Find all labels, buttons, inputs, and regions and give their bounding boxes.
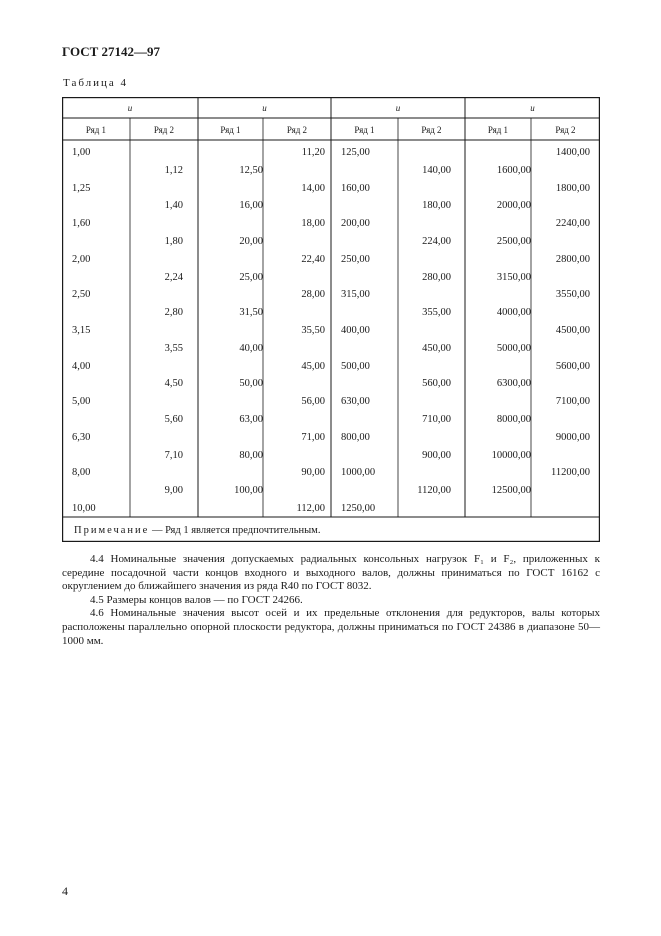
- table-cell: 80,00: [239, 449, 263, 461]
- note-label: Примечание: [74, 525, 150, 536]
- table-cell: 710,00: [422, 414, 451, 425]
- table-cell: 2,80: [164, 307, 183, 319]
- table-cell: 3,55: [164, 342, 183, 354]
- table-cell: 6,30: [72, 431, 91, 443]
- table-cell: 11200,00: [551, 467, 590, 479]
- page-number: 4: [62, 884, 68, 898]
- column-header: Ряд 2: [555, 125, 576, 135]
- table-cell: 224,00: [422, 236, 451, 247]
- table-cell: 2,50: [72, 289, 91, 301]
- table-cell: 45,00: [301, 360, 325, 372]
- table-cell: 1000,00: [341, 467, 376, 479]
- table-cell: 315,00: [341, 289, 370, 301]
- table-cell: 63,00: [239, 414, 263, 425]
- table-cell: 10000,00: [491, 449, 531, 461]
- paragraph-4-4: 4.4 Номинальные значения допускаемых радиальных консольных нагрузок F₁ и F₂, приложенных к середине посадочной части концов входного и выходного валов, должны приниматься по ГОСТ 16162 с округлением до ближайшего значения из ряда R40 по ГОСТ 8032.: [62, 553, 600, 593]
- table-cell: 28,00: [301, 289, 325, 301]
- group-header: u: [262, 103, 267, 113]
- table-cell: 10,00: [72, 503, 96, 514]
- table-cell: 140,00: [422, 164, 451, 176]
- table-cell: 4500,00: [555, 325, 590, 336]
- table-cell: 5600,00: [555, 360, 590, 372]
- column-header: Ряд 2: [153, 125, 175, 135]
- table-cell: 5000,00: [496, 342, 531, 354]
- table-cell: 1,25: [72, 182, 91, 194]
- group-header: u: [127, 103, 133, 113]
- table-cell: 3550,00: [555, 289, 590, 301]
- table-cell: 4,00: [72, 360, 91, 372]
- table-cell: 4,50: [164, 378, 183, 390]
- table-cell: 7,10: [164, 449, 183, 461]
- table-cell: 1400,00: [555, 147, 590, 158]
- table-note: [74, 525, 320, 536]
- table-cell: 12500,00: [491, 485, 531, 497]
- table-caption: Таблица 4: [63, 77, 129, 89]
- table-cell: 280,00: [422, 271, 451, 283]
- table-cell: 200,00: [341, 218, 370, 230]
- table-cell: 355,00: [422, 307, 451, 319]
- column-header: Ряд 2: [421, 125, 442, 135]
- table-cell: 160,00: [341, 182, 370, 194]
- table-cell: 1800,00: [555, 182, 590, 194]
- group-header: u: [395, 103, 401, 113]
- table-cell: 500,00: [341, 360, 370, 372]
- table-cell: 9000,00: [555, 431, 590, 443]
- body-text: [62, 553, 600, 648]
- table-cell: 2,00: [72, 253, 91, 265]
- table-cell: 56,00: [301, 396, 325, 408]
- table-cell: 90,00: [301, 467, 325, 479]
- table-cell: 3150,00: [496, 271, 531, 283]
- table-cell: 8,00: [72, 467, 91, 479]
- table-cell: 1,60: [72, 218, 91, 230]
- table-cell: 12,50: [239, 164, 263, 176]
- table-cell: 16,00: [239, 200, 263, 212]
- table-cell: 50,00: [239, 378, 263, 390]
- table-cell: 1,80: [164, 236, 183, 247]
- column-header: Ряд 2: [286, 125, 308, 135]
- table-cell: 2240,00: [555, 218, 590, 230]
- table-cell: 800,00: [341, 431, 370, 443]
- table-cell: 14,00: [301, 182, 325, 194]
- group-header: u: [530, 103, 535, 113]
- column-header: Ряд 1: [487, 125, 509, 135]
- table-cell: 71,00: [301, 431, 325, 443]
- table-cell: 450,00: [422, 342, 451, 354]
- table-cell: 5,00: [72, 396, 91, 408]
- table-cell: 31,50: [239, 307, 263, 319]
- table-cell: 2500,00: [496, 236, 531, 247]
- table-cell: 35,50: [301, 325, 325, 336]
- table-cell: 7100,00: [555, 396, 590, 408]
- paragraph-4-5: 4.5 Размеры концов валов — по ГОСТ 24266.: [90, 593, 303, 606]
- table-cell: 40,00: [239, 342, 263, 354]
- column-header: Ряд 1: [220, 125, 241, 135]
- table-cell: 25,00: [239, 271, 263, 283]
- column-header: Ряд 1: [85, 125, 107, 135]
- document-header: ГОСТ 27142—97: [62, 44, 161, 59]
- table-cell: 1120,00: [417, 485, 451, 497]
- table-cell: 400,00: [341, 325, 370, 336]
- table-cell: 18,00: [301, 218, 325, 230]
- table-cell: 630,00: [341, 396, 370, 408]
- table-cell: 250,00: [341, 253, 370, 265]
- table-cell: 9,00: [164, 485, 183, 497]
- table-cell: 180,00: [422, 200, 451, 212]
- table-cell: 5,60: [164, 414, 183, 425]
- column-header: Ряд 1: [354, 125, 375, 135]
- table-grid: [62, 97, 600, 542]
- table-cell: 6300,00: [496, 378, 531, 390]
- table-cell: 2,24: [164, 271, 183, 283]
- table-cell: 2000,00: [496, 200, 531, 212]
- paragraph-4-6: 4.6 Номинальные значения высот осей и их предельные отклонения для редукторов, валы которых расположены параллельно опорной плоскости редуктора, должны приниматься по ГОСТ 24386 в диапазоне 50—1000 мм.: [62, 607, 600, 647]
- table-cell: 1600,00: [496, 164, 531, 176]
- data-table: [62, 97, 600, 542]
- table-cell: 1,12: [164, 164, 183, 176]
- table-cell: 2800,00: [555, 253, 590, 265]
- table-cell: 560,00: [422, 378, 451, 390]
- table-cell: 900,00: [422, 449, 451, 461]
- table-cell: 11,20: [301, 147, 325, 158]
- table-cell: 100,00: [234, 485, 263, 497]
- note-text: — Ряд 1 является предпочтительным.: [151, 525, 321, 536]
- table-cell: 1,00: [72, 147, 91, 158]
- table-cell: 22,40: [301, 253, 325, 265]
- table-cell: 125,00: [341, 147, 370, 158]
- table-cell: 1,40: [164, 200, 183, 212]
- table-cell: 8000,00: [496, 414, 531, 425]
- table-cell: 4000,00: [496, 307, 531, 319]
- table-cell: 3,15: [72, 325, 91, 336]
- table-cell: 112,00: [296, 503, 325, 514]
- table-cell: 20,00: [239, 236, 263, 247]
- table-cell: 1250,00: [341, 503, 376, 514]
